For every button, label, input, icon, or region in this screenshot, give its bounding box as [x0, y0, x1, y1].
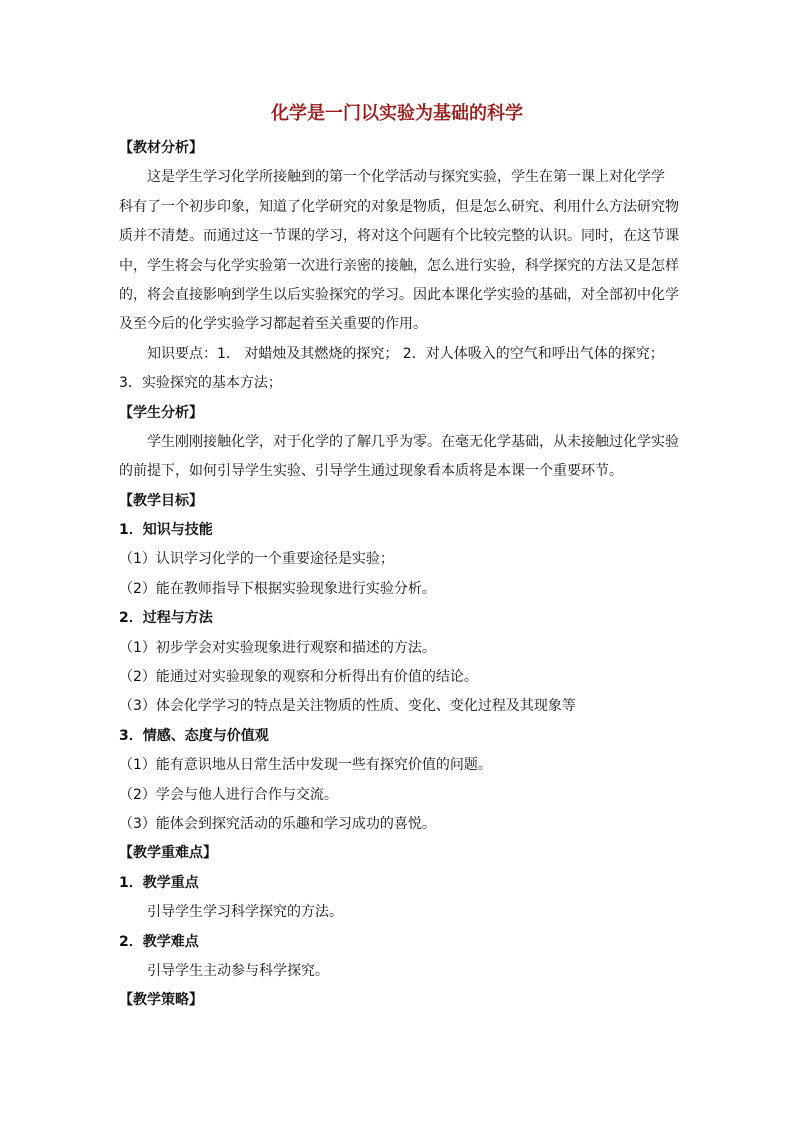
list-item: （2）能通过对实验现象的观察和分析得出有价值的结论。: [119, 669, 478, 686]
page-title: 化学是一门以实验为基础的科学: [271, 103, 523, 124]
list-item: （2）能在教师指导下根据实验现象进行实验分析。: [119, 580, 436, 597]
teaching-focus-text: 引导学生学习科学探究的方法。: [147, 904, 343, 921]
section-heading-student: 【学生分析】: [119, 404, 203, 421]
teaching-difficulty-text: 引导学生主动参与科学探究。: [147, 962, 329, 979]
section-heading-goals: 【教学目标】: [119, 492, 203, 509]
list-item: （2）学会与他人进行合作与交流。: [119, 786, 338, 803]
paragraph-line: 中，学生将会与化学实验第一次进行亲密的接触，怎么进行实验，科学探究的方法又是怎样: [119, 257, 679, 274]
section-heading-material: 【教材分析】: [119, 140, 203, 156]
material-paragraph-2: [119, 340, 679, 399]
subheading-teaching-focus: 1．教学重点: [119, 874, 199, 891]
list-item: （1）能有意识地从日常生活中发现一些有探究价值的问题。: [119, 757, 492, 774]
paragraph-line: 学生刚刚接触化学，对于化学的了解几乎为零。在毫无化学基础，从未接触过化学实验: [147, 433, 679, 450]
document-body: [119, 134, 679, 1016]
subheading-emotion-attitude: 3．情感、态度与价值观: [119, 727, 269, 744]
list-item: （1）认识学习化学的一个重要途径是实验；: [119, 551, 394, 568]
paragraph-line: 3．实验探究的基本方法；: [119, 375, 282, 392]
paragraph-line: 的前提下，如何引导学生实验、引导学生通过现象看本质将是本课一个重要环节。: [119, 463, 623, 480]
section-heading-keypoints: 【教学重难点】: [119, 845, 217, 862]
list-item: （3）能体会到探究活动的乐趣和学习成功的喜悦。: [119, 815, 436, 832]
paragraph-line: 质并不清楚。而通过这一节课的学习，将对这个问题有个比较完整的认识。同时，在这节课: [119, 228, 679, 245]
list-item: （1）初步学会对实验现象进行观察和描述的方法。: [119, 639, 436, 656]
subheading-teaching-difficulty: 2．教学难点: [119, 933, 199, 950]
student-paragraph: [119, 428, 679, 487]
section-heading-strategy: 【教学策略】: [119, 992, 203, 1009]
paragraph-line: 这是学生学习化学所接触到的第一个化学活动与探究实验，学生在第一课上对化学学: [147, 169, 665, 186]
list-item: （3）体会化学学习的特点是关注物质的性质、变化、变化过程及其现象等: [119, 698, 576, 715]
paragraph-line: 知识要点：1． 对蜡烛及其燃烧的探究； 2．对人体吸入的空气和呼出气体的探究；: [147, 345, 664, 362]
subheading-knowledge-skills: 1．知识与技能: [119, 522, 213, 539]
subheading-process-method: 2．过程与方法: [119, 610, 213, 627]
paragraph-line: 的，将会直接影响到学生以后实验探究的学习。因此本课化学实验的基础，对全部初中化学: [119, 286, 679, 303]
material-paragraph-1: [119, 163, 679, 339]
paragraph-line: 科有了一个初步印象，知道了化学研究的对象是物质，但是怎么研究、利用什么方法研究物: [119, 198, 679, 215]
paragraph-line: 及至今后的化学实验学习都起着至关重要的作用。: [119, 316, 427, 333]
